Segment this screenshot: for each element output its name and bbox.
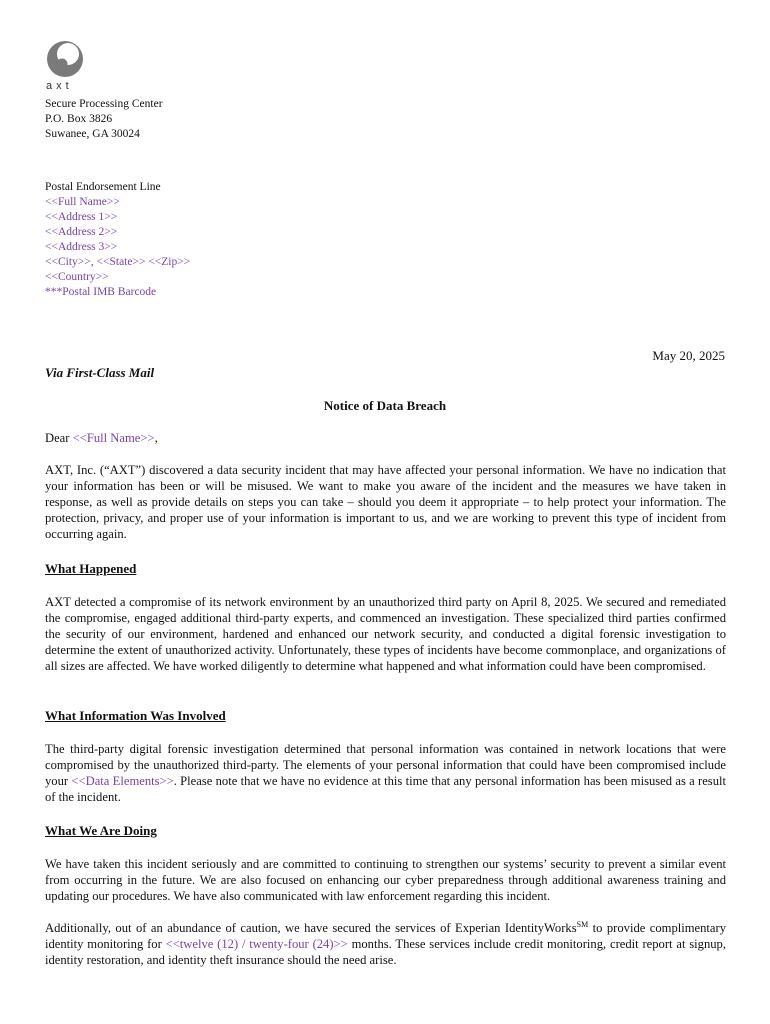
notice-title: Notice of Data Breach — [323, 398, 447, 413]
info-involved-text: The third-party digital forensic investigation determined that personal information was contained in network locations that were compromised by the unauthorized third-party. The elements of your personal information that could have been compromised include your — [45, 742, 726, 788]
additionally-text-end: months. These services include credit monitoring, credit report at signup, identity restoration, and identity theft insurance should the need arise. — [45, 937, 726, 967]
recipient-address — [45, 180, 190, 300]
recipient-country: <<Country>> — [45, 271, 109, 283]
salutation-prefix: Dear — [45, 431, 73, 445]
sender-line: Secure Processing Center — [45, 98, 163, 110]
salutation-name: <<Full Name>> — [72, 431, 155, 445]
service-mark: SM — [576, 919, 589, 929]
additionally-text: Additionally, out of an abundance of caution, we have secured the services of Experian IdentityWorks — [45, 921, 577, 935]
mail-method: Via First-Class Mail — [45, 365, 155, 380]
sender-line: P.O. Box 3826 — [45, 113, 113, 125]
what-happened-heading: What Happened — [45, 561, 137, 576]
axt-logo-text: axt — [46, 80, 73, 92]
what-we-are-doing-heading: What We Are Doing — [45, 823, 157, 838]
salutation-suffix: , — [154, 431, 158, 445]
data-elements-placeholder: <<Data Elements>> — [71, 774, 174, 788]
postal-endorsement-line: Postal Endorsement Line — [45, 181, 161, 193]
salutation — [45, 430, 726, 446]
info-involved-paragraph — [45, 741, 726, 805]
what-we-are-doing-paragraph: We have taken this incident seriously and are committed to continuing to strengthen our systems’ security to prevent a similar event from occurring in the future. We are also focused on enhancing our cyber preparedness through additional awareness training and updating our procedures. We have also communicated with law enforcement regarding this incident. — [45, 857, 726, 903]
info-involved-heading: What Information Was Involved — [45, 708, 226, 723]
axt-logo-mark-icon — [45, 40, 85, 80]
recipient-address-2: <<Address 2>> — [45, 226, 118, 238]
recipient-full-name: <<Full Name>> — [45, 196, 120, 208]
what-happened-paragraph: AXT detected a compromise of its network environment by an unauthorized third party on April 8, 2025. We secured and remediated the compromise, engaged additional third-party experts, and commenced an investigation. These specialized third parties confirmed the security of our environment, hardened and enhanced our network security, and conducted a digital forensic investigation to determine the extent of unauthorized activity. Unfortunately, these types of incidents have become commonplace, and organizations of all sizes are affected. We have worked diligently to determine what happened and what information could have been compromised. — [45, 595, 726, 673]
postal-barcode: ***Postal IMB Barcode — [45, 286, 157, 298]
sender-address — [45, 97, 163, 142]
info-involved-text-end: . Please note that we have no evidence at this time that any personal information has been misused as a result of the incident. — [45, 774, 727, 804]
recipient-city-state-zip: <<City>>, <<State>> <<Zip>> — [45, 256, 191, 268]
duration-placeholder: <<twelve (12) / twenty-four (24)>> — [165, 937, 348, 951]
additionally-paragraph — [45, 920, 726, 968]
intro-paragraph: AXT, Inc. (“AXT”) discovered a data security incident that may have affected your personal information. We have no indication that your information has been or will be misused. We want to make you aware of the incident and the measures we have taken in response, as well as provide details on steps you can take – should you deem it appropriate – to help protect your information. The protection, privacy, and proper use of your information is important to us, and we are working to prevent this type of incident from occurring again. — [45, 463, 726, 541]
recipient-address-3: <<Address 3>> — [45, 241, 118, 253]
letter-date: May 20, 2025 — [652, 348, 725, 363]
recipient-address-1: <<Address 1>> — [45, 211, 118, 223]
sender-line: Suwanee, GA 30024 — [45, 128, 140, 140]
additionally-text-mid: to provide complimentary identity monitoring for — [45, 921, 727, 951]
